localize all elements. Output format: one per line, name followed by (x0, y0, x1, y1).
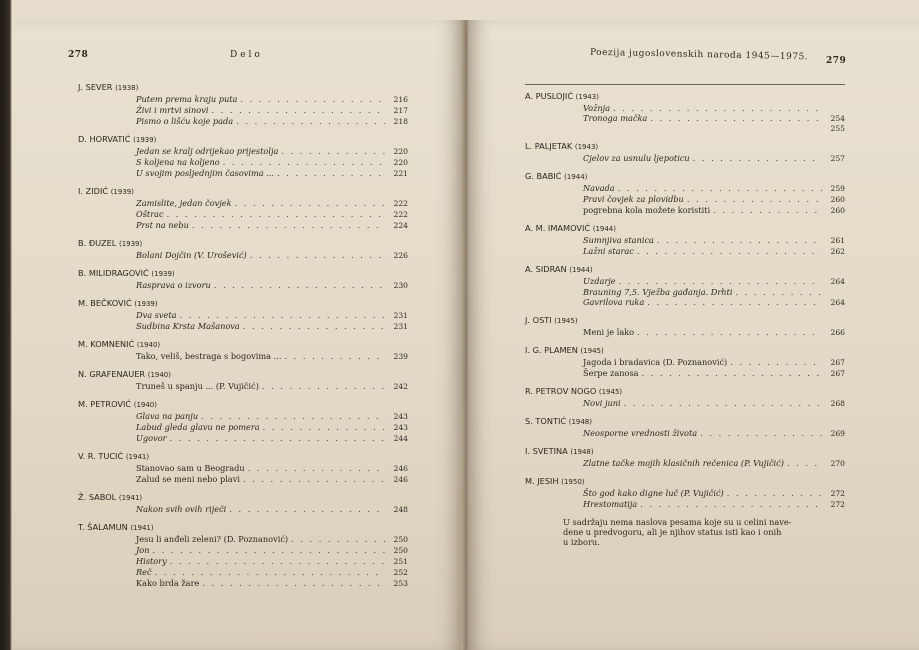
poem-title: Truneš u spanju ... (P. Vujičić) (136, 381, 259, 391)
dot-leader (153, 545, 386, 555)
poem-title: Što god kako digne luč (P. Vujičić) (583, 488, 724, 498)
toc-item (78, 463, 408, 474)
poem-title: Cjelov za usnulu ljepoticu (583, 153, 690, 163)
poem-title: Reč (136, 567, 152, 577)
dot-leader (229, 504, 385, 514)
page-ref: 239 (393, 352, 408, 361)
toc-item (525, 297, 845, 308)
toc-entry (525, 345, 845, 379)
author-year: (1941) (130, 524, 154, 532)
note-line: U sadržaju nema naslova pesama koje su u celini nave- (563, 517, 792, 527)
author-heading (78, 369, 408, 380)
toc-entry (525, 446, 845, 469)
author-year: (1945) (580, 347, 604, 355)
left-running-head: Delo (230, 50, 263, 60)
dot-leader (284, 351, 385, 361)
toc-item (78, 422, 408, 433)
right-running-head: Poezija jugoslovenskih naroda 1945—1975. (589, 47, 809, 63)
right-page (468, 20, 919, 650)
author-heading (525, 91, 845, 102)
page-ref: 216 (393, 95, 408, 104)
dot-leader (787, 458, 822, 468)
author-heading (78, 82, 408, 93)
dot-leader (248, 463, 385, 473)
poem-title: Sumnjiva stanica (583, 235, 654, 245)
author-year: (1944) (592, 225, 616, 233)
dot-leader (214, 280, 385, 290)
toc-item (78, 198, 408, 209)
poem-title: Rasprava o izvoru (136, 280, 211, 290)
toc-item (525, 205, 845, 216)
toc-item (78, 250, 408, 261)
author-name: M. KOMNENIĆ (78, 339, 135, 349)
dot-leader (202, 578, 385, 588)
author-name: B. MILIDRAGOVIĆ (78, 268, 149, 278)
dot-leader (192, 220, 385, 230)
toc-entry (78, 399, 408, 444)
poem-title: Navada (583, 183, 615, 193)
author-heading (78, 399, 408, 410)
poem-title: Nakon svih ovih riječi (136, 504, 227, 514)
dot-leader (637, 246, 822, 256)
author-year: (1939) (134, 300, 158, 308)
toc-item (78, 411, 408, 422)
page-ref: 261 (830, 236, 845, 245)
toc-item (78, 351, 408, 362)
author-heading (525, 345, 845, 356)
poem-title: Jedan se kralj odrijekao prijestolja (136, 146, 279, 156)
author-name: I. SVETINA (525, 446, 568, 456)
author-name: Ž. SABOL (78, 492, 117, 502)
toc-entry (78, 186, 408, 231)
dot-leader (700, 428, 822, 438)
author-name: A. PUSLOJIĆ (525, 91, 574, 101)
author-name: L. PALJETAK (525, 141, 573, 151)
author-year: (1944) (569, 266, 593, 274)
author-name: V. R. TUCIĆ (78, 451, 124, 461)
note-line: dene u predvogoru, ali je njihov status isti kao i onih (563, 527, 782, 537)
author-heading (78, 134, 408, 145)
dot-leader (277, 168, 385, 178)
author-year: (1943) (574, 143, 599, 151)
toc-item (525, 103, 845, 113)
dot-leader (243, 474, 385, 484)
author-year: (1948) (570, 448, 594, 456)
dot-leader (730, 357, 822, 367)
author-year: (1943) (575, 93, 599, 101)
page-ref: 266 (830, 328, 845, 337)
page-ref: 218 (393, 117, 408, 126)
page-ref: 269 (830, 429, 845, 438)
poem-title: Bolani Dojčin (V. Urošević) (136, 250, 247, 260)
toc-item (78, 321, 408, 332)
author-heading (525, 476, 845, 487)
dot-leader (167, 209, 385, 219)
author-year: (1950) (561, 478, 585, 486)
author-heading (78, 298, 408, 309)
author-heading (78, 522, 408, 533)
author-year: (1939) (133, 136, 157, 144)
page-ref: 243 (393, 412, 408, 421)
toc-item (78, 168, 408, 179)
author-heading (78, 186, 408, 197)
dot-leader (223, 157, 385, 167)
poem-title: Jon (136, 545, 150, 555)
toc-item (525, 153, 845, 164)
author-name: M. JESIH (525, 476, 559, 486)
page-ref: 222 (393, 210, 408, 219)
toc-item (78, 578, 408, 589)
poem-title: Zamislite, jedan čovjek (136, 198, 232, 208)
toc-item (78, 116, 408, 127)
poem-title: Pismo o lišću koje pada (136, 116, 234, 126)
toc-item (78, 474, 408, 485)
dot-leader (613, 103, 822, 113)
author-name: A. SIDRAN (525, 264, 567, 274)
toc-entry (525, 171, 845, 216)
poem-title: Glava na panju (136, 411, 199, 421)
poem-title: Dva sveta (136, 310, 177, 320)
author-heading (525, 315, 845, 326)
page-ref: 250 (393, 546, 408, 555)
author-year: (1940) (133, 401, 157, 409)
toc-entry (78, 238, 408, 261)
dot-leader (170, 556, 385, 566)
author-heading (525, 386, 845, 397)
page-ref: 246 (393, 475, 408, 484)
author-heading (78, 339, 408, 350)
page-ref: 221 (393, 169, 408, 178)
poem-title: Prst na nebu (136, 220, 189, 230)
toc-item (78, 433, 408, 444)
page-ref: 251 (393, 557, 408, 566)
toc-item (525, 428, 845, 439)
dot-leader (281, 146, 385, 156)
poem-title: Živi i mrtvi sinovi (136, 105, 209, 115)
dot-leader (180, 310, 385, 320)
poem-title: Novi juni (583, 398, 621, 408)
toc-item-continuation (525, 124, 845, 134)
author-name: B. ĐUZEL (78, 238, 117, 248)
toc-entry (78, 268, 408, 291)
page-ref: 260 (830, 206, 845, 215)
toc-item (78, 280, 408, 291)
poem-title: Tronoga mačka (583, 113, 648, 123)
toc-entry (78, 451, 408, 485)
page-ref: 220 (393, 158, 408, 167)
toc-item (525, 183, 845, 194)
header-rule (525, 84, 845, 85)
toc-item (78, 94, 408, 105)
toc-item (78, 157, 408, 168)
toc-item (525, 458, 845, 469)
page-ref: 267 (830, 369, 845, 378)
dot-leader (235, 198, 385, 208)
toc-item (525, 287, 845, 297)
page-ref: 252 (393, 568, 408, 577)
page-ref: 270 (830, 459, 845, 468)
poem-title: Putem prema kraju puta (136, 94, 238, 104)
page-ref: 264 (830, 298, 845, 307)
author-year: (1940) (136, 341, 161, 349)
poem-title: Tako, veliš, bestraga s bogovima ... (136, 351, 282, 361)
toc-item (525, 194, 845, 205)
author-name: I. G. PLAMEN (525, 345, 578, 355)
page-ref: 264 (830, 277, 845, 286)
author-heading (78, 451, 408, 462)
poem-title: S koljena na koljeno (136, 157, 220, 167)
page-ref: 268 (830, 399, 845, 408)
author-year: (1939) (110, 188, 134, 196)
editorial-note (525, 517, 845, 547)
toc-entry (78, 522, 408, 589)
poem-title: Meni je lako (583, 327, 635, 337)
toc-entry (78, 339, 408, 362)
poem-title: Brauning 7,5. Vježba gađanja. Drhti (583, 287, 733, 297)
toc-item (525, 113, 845, 124)
author-name: M. BEČKOVIĆ (78, 298, 132, 308)
author-name: N. GRAFENAUER (78, 369, 146, 379)
left-page-number: 278 (68, 50, 89, 60)
toc-item (78, 381, 408, 392)
toc-entry (525, 223, 845, 257)
author-year: (1941) (118, 494, 143, 502)
dot-leader (155, 567, 385, 577)
dot-leader (236, 116, 385, 126)
toc-item (78, 220, 408, 231)
toc-entry (78, 298, 408, 332)
toc-item (78, 504, 408, 515)
toc-item (78, 567, 408, 578)
poem-title: pogrebna kola možete koristiti (583, 205, 711, 215)
page-ref: 243 (393, 423, 408, 432)
dot-leader (291, 534, 385, 544)
page-ref: 220 (393, 147, 408, 156)
toc-entry (525, 264, 845, 308)
page-ref: 272 (830, 500, 845, 509)
author-year: (1939) (151, 270, 175, 278)
toc-item (78, 534, 408, 545)
toc-entry (78, 82, 408, 127)
dot-leader (640, 499, 822, 509)
poem-title: Zalud se meni nebo plavi (136, 474, 240, 484)
left-contents-column (78, 82, 408, 596)
page-ref: 244 (393, 434, 408, 443)
dot-leader (263, 422, 385, 432)
toc-entry (525, 386, 845, 409)
author-heading (525, 171, 845, 182)
page-ref: 246 (393, 464, 408, 473)
author-heading (525, 223, 845, 234)
dot-leader (693, 153, 822, 163)
toc-item (525, 368, 845, 379)
author-year: (1945) (554, 317, 578, 325)
author-name: A. M. IMAMOVIĆ (525, 223, 591, 233)
toc-entry (525, 91, 845, 134)
toc-entry (78, 369, 408, 392)
toc-item (525, 499, 845, 510)
dot-leader (650, 113, 822, 123)
page-ref: 248 (393, 505, 408, 514)
toc-item (78, 545, 408, 556)
dot-leader (624, 398, 822, 408)
poem-title: Oštrac (136, 209, 164, 219)
right-page-number: 279 (826, 56, 847, 66)
author-year: (1945) (598, 388, 623, 396)
note-line: u izboru. (563, 537, 600, 547)
author-name: I. ZIDIĆ (78, 186, 109, 196)
page-ref: 253 (393, 579, 408, 588)
toc-entry (78, 492, 408, 515)
author-year: (1944) (564, 173, 588, 181)
poem-title: Kako brda žare (136, 578, 200, 588)
poem-title: Stanovao sam u Beogradu (136, 463, 245, 473)
dot-leader (687, 194, 822, 204)
author-name: S. TONTIĆ (525, 416, 567, 426)
toc-item (78, 310, 408, 321)
poem-title: History (136, 556, 167, 566)
poem-title: U svojim posljednjim časovima ... (136, 168, 275, 178)
page-ref: 231 (393, 311, 408, 320)
dot-leader (201, 411, 385, 421)
page-ref: 262 (830, 247, 845, 256)
toc-item (525, 327, 845, 338)
dot-leader (713, 205, 822, 215)
author-name: G. BABIĆ (525, 171, 562, 181)
dot-leader (727, 488, 822, 498)
author-heading (78, 492, 408, 503)
toc-item (525, 488, 845, 499)
toc-item (525, 235, 845, 246)
right-contents-column (525, 84, 845, 547)
poem-title: Vožnja (583, 103, 611, 113)
author-year: (1938) (115, 84, 139, 92)
page-ref: 242 (393, 382, 408, 391)
author-heading (525, 446, 845, 457)
toc-entry (78, 134, 408, 179)
dot-leader (170, 433, 385, 443)
page-ref: 230 (393, 281, 408, 290)
poem-title: Zlatne tačke mojih klasičnih rečenica (P. Vujičić) (583, 458, 784, 468)
page-ref: 217 (393, 106, 408, 115)
poem-title: Pravi čovjek za plovidbu (583, 194, 684, 204)
page-ref: 231 (393, 322, 408, 331)
dot-leader (735, 287, 822, 297)
poem-title: Jagoda i bradavica (D. Poznanović) (583, 357, 728, 367)
toc-entry (525, 315, 845, 338)
poem-title: Ugovor (136, 433, 167, 443)
page-ref: 259 (830, 184, 845, 193)
author-heading (525, 141, 845, 152)
author-heading (525, 264, 845, 275)
author-name: M. PETROVIĆ (78, 399, 132, 409)
page-ref: 272 (830, 489, 845, 498)
toc-item (78, 209, 408, 220)
page-ref: 222 (393, 199, 408, 208)
author-heading (78, 238, 408, 249)
toc-item (525, 398, 845, 409)
author-year: (1948) (568, 418, 592, 426)
author-heading (525, 416, 845, 427)
dot-leader (618, 183, 822, 193)
page-ref: 255 (830, 124, 845, 133)
toc-entry (525, 141, 845, 164)
poem-title: Gavrilova ruka (583, 297, 645, 307)
dot-leader (240, 94, 385, 104)
author-name: J. OSTI (525, 315, 552, 325)
dot-leader (647, 297, 822, 307)
author-year: (1941) (125, 453, 150, 461)
dot-leader (262, 381, 385, 391)
page-ref: 226 (393, 251, 408, 260)
author-name: R. PETROV NOGO (525, 386, 597, 396)
page-ref: 254 (830, 114, 845, 123)
toc-item (78, 556, 408, 567)
author-heading (78, 268, 408, 279)
poem-title: Šerpe zanosa (583, 368, 639, 378)
dot-leader (211, 105, 385, 115)
toc-item (525, 276, 845, 287)
toc-entry (525, 416, 845, 439)
toc-entry (525, 476, 845, 510)
dot-leader (619, 276, 822, 286)
toc-item (525, 246, 845, 257)
poem-title: Uzdarje (583, 276, 616, 286)
toc-item (525, 357, 845, 368)
poem-title: Sudbina Krsta Mašanova (136, 321, 240, 331)
author-name: D. HORVATIĆ (78, 134, 131, 144)
dot-leader (243, 321, 385, 331)
page-ref: 260 (830, 195, 845, 204)
poem-title: Hrestomatija (583, 499, 638, 509)
toc-item (78, 146, 408, 157)
poem-title: Labud gleda glavu ne pomera (136, 422, 260, 432)
dot-leader (250, 250, 385, 260)
author-name: J. SEVER (78, 82, 113, 92)
dot-leader (657, 235, 822, 245)
poem-title: Jesu li anđeli zeleni? (D. Poznanović) (136, 534, 289, 544)
toc-item (78, 105, 408, 116)
page-ref: 224 (393, 221, 408, 230)
author-year: (1940) (147, 371, 171, 379)
page-ref: 257 (830, 154, 845, 163)
left-page (12, 20, 464, 650)
page-ref: 267 (830, 358, 845, 367)
page-ref: 250 (393, 535, 408, 544)
poem-title: Lažni starac (583, 246, 634, 256)
author-year: (1939) (118, 240, 143, 248)
poem-title: Neosporne vrednosti života (583, 428, 698, 438)
author-name: T. ŠALAMUN (78, 522, 128, 532)
dot-leader (637, 327, 822, 337)
dot-leader (642, 368, 822, 378)
